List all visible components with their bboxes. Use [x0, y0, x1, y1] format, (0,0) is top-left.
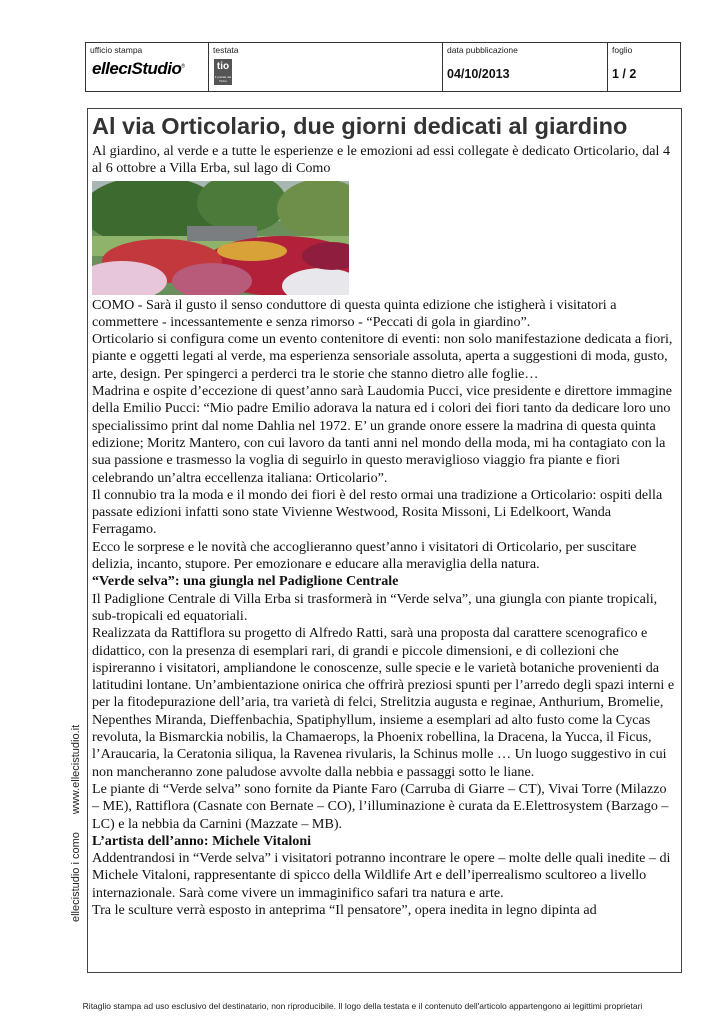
date-label: data pubblicazione [447, 45, 518, 55]
article-title: Al via Orticolario, due giorni dedicati al giardino [92, 113, 628, 139]
ellecistudio-logo: ellecıStudio® [92, 59, 185, 78]
article-paragraph: Realizzata da Rattiflora su progetto di Alfredo Ratti, sarà una proposta dal carattere scenografico e didattico, con la presenza di esemplari rari, di grandi e piccole dimensioni, e di collezioni che ispireranno i visitatori, ampliandone le conoscenze, sulle specie e le varietà botaniche provenienti da latitudini lontane. Un’ambientazione onirica che offrirà preziosi spunti per l’arredo degli spazi interni e per la fitodepurazione dell’aria, tra varietà di felci, Strelitzia augusta e reginae, Anthurium, Bromelie, Nepenthes Miranda, Dieffenbachia, Spatiphyllum, insieme a esemplari ad alto fusto come la Cycas revoluta, la Bismarckia nobilis, la Chamaerops, la Phoenix robellina, la Dracena, la Yucca, il Ficus, l’Araucaria, la Ceratonia siliqua, la Ravenea rivularis, la Schinus molle … Un luogo suggestivo in cui non mancheranno zone paludose avvolte dalla nebbia e passaggi sotto le liane. [92, 625, 675, 780]
garden-photo [92, 181, 349, 295]
section-heading: “Verde selva”: una giungla nel Padiglione Centrale [92, 573, 399, 590]
section-heading: L’artista dell’anno: Michele Vitaloni [92, 832, 312, 849]
page-label: foglio [612, 45, 633, 55]
press-office-cell [86, 43, 209, 91]
article-paragraph: Ecco le sorprese e le novità che accoglieranno quest’anno i visitatori di Orticolario, per suscitare delizia, incanto, stupore. Per emozionare e educare alla meraviglia della natura. [92, 538, 637, 573]
date-cell [443, 43, 608, 91]
testata-cell [209, 43, 443, 91]
article-paragraph: Il connubio tra la moda e il mondo dei fiori è del resto ormai una tradizione a Orticolario: ospiti della passate edizioni infatti sono state Vivienne Westwood, Rosita Missoni, Li Edelkoort, Wanda Ferragamo. [92, 486, 663, 538]
testata-label: testata [213, 45, 239, 55]
article-paragraph: Il Padiglione Centrale di Villa Erba si trasformerà in “Verde selva”, una giungla con piante tropicali, sub-tropicali ed equatoriali. [92, 590, 658, 624]
copyright-footer: Ritaglio stampa ad uso esclusivo del destinatario, non riproducibile. Il logo della testata e il contenuto dell'articolo appartengono ai legittimi proprietari [82, 1001, 643, 1011]
page-number: 1 / 2 [612, 67, 637, 81]
article-paragraph: COMO - Sarà il gusto il senso conduttore di questa quinta edizione che istigherà i visitatori a commettere - incessantemente e senza rimorso - “Peccati di gola in giardino”. [92, 296, 617, 330]
vertical-sidebar-text [70, 725, 82, 922]
press-office-label: ufficio stampa [90, 45, 143, 55]
article-paragraph: Orticolario si configura come un evento contenitore di eventi: non solo manifestazione dedicata a fiori, piante e oggetti legati al verde, ma esperienza sensoriale assoluta, aperta a suggestioni di moda, gusto, arte, design. Per spingerci a perderci tra le storie che stanno dietro alle foglie… [92, 331, 673, 382]
tio-logo: tio Il portale del Ticino [214, 61, 232, 83]
article-paragraph: Tra le sculture verrà esposto in anteprima “Il pensatore”, opera inedita in legno dipinta ad [92, 901, 597, 918]
article-frame [87, 108, 682, 973]
article-paragraph: Le piante di “Verde selva” sono fornite da Piante Faro (Carruba di Giarre – CT), Vivai Torre (Milazzo – ME), Rattiflora (Casnate con Bernate – CO), l’illuminazione è curata da E.Elettrosystem (Barzago – LC) e la nebbia da Carnini (Mazzate – MB). [92, 780, 669, 832]
article-lead: Al giardino, al verde e a tutte le esperienze e le emozioni ad essi collegate è dedicato Orticolario, dal 4 al 6 ottobre a Villa Erba, sul lago di Como [92, 143, 670, 177]
article-paragraph: Addentrandosi in “Verde selva” i visitatori potranno incontrare le opere – molte delle quali inedite – di Michele Vitaloni, rappresentante di spicco della Wildlife Art e dell’iperrealismo scultoreo a livello internazionale. Sarà come vivere un immaginifico safari tra natura e arte. [92, 850, 671, 901]
sidebar-website-text: www.ellecistudio.it [70, 724, 82, 815]
article-body [92, 143, 676, 919]
sidebar-office-text: ellecistudio i como [70, 832, 82, 922]
page-cell [608, 43, 682, 91]
clipping-header [85, 42, 681, 92]
publication-date: 04/10/2013 [447, 67, 510, 81]
article-paragraph: Madrina e ospite d’eccezione di quest’anno sarà Laudomia Pucci, vice presidente e direttore immagine della Emilio Pucci: “Mio padre Emilio adorava la natura ed i colori dei fiori tanto da dedicare loro uno specialissimo print dal nome Dahlia nel 1972. E’ un grande onore essere la madrina di questa quinta edizione; Moritz Mantero, con cui lavoro da tanti anni nel mondo della moda, mi ha contagiato con la sua passione e trasmesso la voglia di seguirlo in questo meraviglioso viaggio fra piante e fiori celebrando un’altra eccellenza italiana: Orticolario”. [92, 383, 672, 486]
